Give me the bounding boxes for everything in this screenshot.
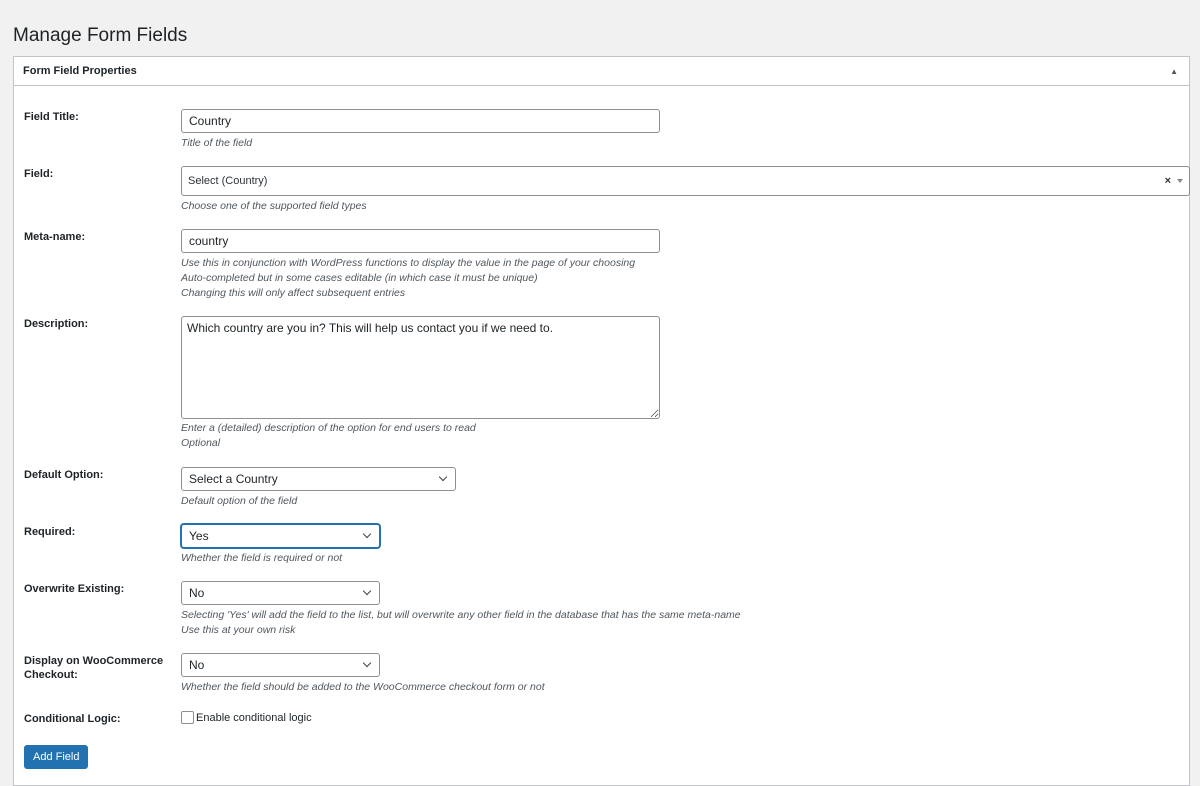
default-option-label: Default Option: <box>24 469 104 481</box>
default-option-select[interactable] <box>181 467 456 491</box>
chevron-down-icon <box>439 473 447 481</box>
description-textarea[interactable] <box>181 316 660 419</box>
field-title-label: Field Title: <box>24 111 79 123</box>
chevron-down-icon <box>363 587 371 595</box>
required-value: Yes <box>189 529 209 543</box>
description-desc-2: Optional <box>181 437 221 449</box>
required-select[interactable] <box>181 524 380 548</box>
conditional-logic-label: Conditional Logic: <box>24 713 121 725</box>
woocommerce-label-line-2: Checkout: <box>24 669 78 681</box>
meta-name-desc-1: Use this in conjunction with WordPress functions to display the value in the page of your choosing <box>181 257 636 269</box>
required-label: Required: <box>24 526 76 538</box>
field-type-select[interactable] <box>181 166 1190 196</box>
field-title-desc: Title of the field <box>181 137 253 149</box>
overwrite-desc-1: Selecting 'Yes' will add the field to the list, but will overwrite any other field in the database that has the same meta-name <box>181 609 741 621</box>
meta-name-desc-3: Changing this will only affect subsequent entries <box>181 287 406 299</box>
field-type-selected-value: Select (Country) <box>188 175 268 187</box>
chevron-down-icon <box>363 659 371 667</box>
field-type-label: Field: <box>24 168 54 180</box>
meta-name-input[interactable] <box>181 229 660 253</box>
description-label: Description: <box>24 318 89 330</box>
woocommerce-desc: Whether the field should be added to the WooCommerce checkout form or not <box>181 681 545 693</box>
woocommerce-select[interactable] <box>181 653 380 677</box>
chevron-down-icon <box>363 530 371 538</box>
required-desc: Whether the field is required or not <box>181 552 343 564</box>
woocommerce-label-line-1: Display on WooCommerce <box>24 655 164 667</box>
page-title: Manage Form Fields <box>13 24 188 46</box>
woocommerce-value: No <box>189 658 205 672</box>
caret-down-icon[interactable] <box>1177 179 1183 183</box>
description-desc-1: Enter a (detailed) description of the option for end users to read <box>181 422 476 434</box>
clear-selection-icon[interactable]: × <box>1164 175 1171 187</box>
conditional-logic-checkbox[interactable] <box>181 711 194 724</box>
overwrite-value: No <box>189 586 205 600</box>
box-header <box>14 57 1189 86</box>
field-title-input[interactable] <box>181 109 660 133</box>
meta-name-desc-2: Auto-completed but in some cases editable (in which case it must be unique) <box>181 272 538 284</box>
conditional-logic-option[interactable] <box>181 711 312 724</box>
overwrite-desc-2: Use this at your own risk <box>181 624 296 636</box>
form-field-properties-box <box>13 56 1190 786</box>
add-field-button[interactable]: Add Field <box>24 745 88 769</box>
default-option-desc: Default option of the field <box>181 495 298 507</box>
meta-name-label: Meta-name: <box>24 231 86 243</box>
overwrite-select[interactable] <box>181 581 380 605</box>
collapse-triangle-icon[interactable]: ▲ <box>1170 66 1178 76</box>
woocommerce-label <box>24 654 169 682</box>
field-type-desc: Choose one of the supported field types <box>181 200 367 212</box>
conditional-logic-checkbox-label: Enable conditional logic <box>196 711 312 724</box>
box-title: Form Field Properties <box>23 65 137 77</box>
overwrite-label: Overwrite Existing: <box>24 583 125 595</box>
default-option-value: Select a Country <box>189 472 278 486</box>
